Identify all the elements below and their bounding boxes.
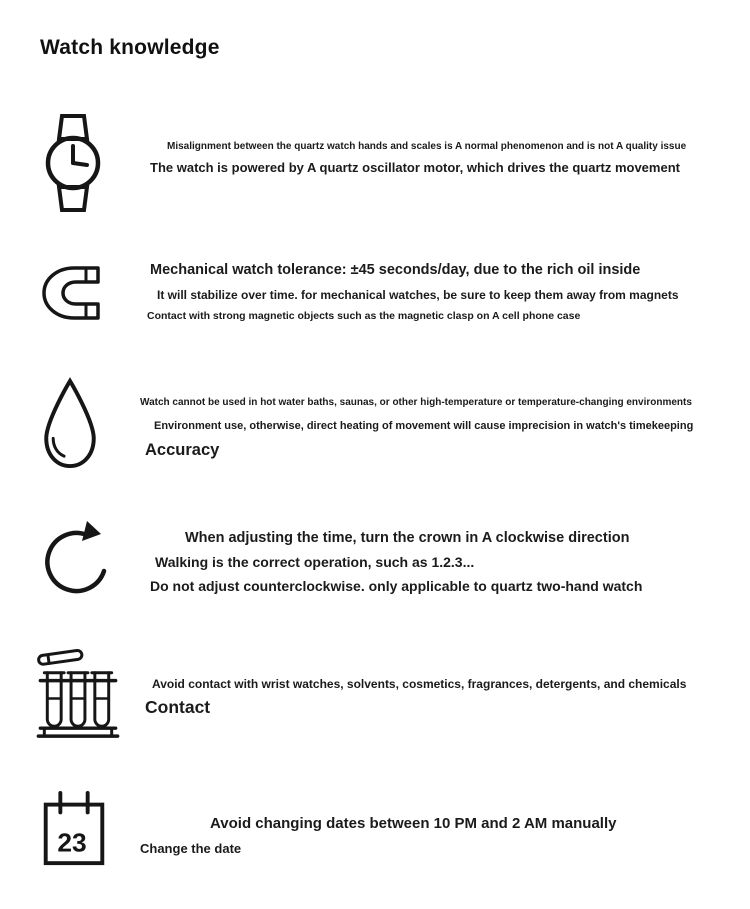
text-line: Walking is the correct operation, such as 1.2.3... [155,554,475,570]
text-line: Contact with strong magnetic objects such as the magnetic clasp on A cell phone case [147,310,581,322]
text-line: When adjusting the time, turn the crown in A clockwise direction [185,530,630,546]
magnet-icon [40,264,102,322]
text-line: Mechanical watch tolerance: ±45 seconds/day, due to the rich oil inside [150,262,641,278]
text-line: Do not adjust counterclockwise. only applicable to quartz two-hand watch [150,578,643,594]
text-line: Misalignment between the quartz watch hands and scales is A normal phenomenon and is not A quality issue [167,141,687,152]
test-tubes-icon [36,643,120,746]
text-line: Change the date [140,841,242,856]
text-line: Avoid contact with wrist watches, solvents, cosmetics, fragrances, detergents, and chemicals [152,677,687,691]
text-line: The watch is powered by A quartz oscillator motor, which drives the quartz movement [150,160,680,175]
text-line: Avoid changing dates between 10 PM and 2 AM manually [210,815,617,832]
page-title: Watch knowledge [40,36,220,59]
clockwise-arrow-icon [40,521,116,597]
wristwatch-icon [42,112,104,212]
section-heading: Accuracy [145,441,220,459]
text-line: It will stabilize over time. for mechanical watches, be sure to keep them away from magnets [157,288,679,302]
water-drop-icon [40,377,100,472]
text-line: Environment use, otherwise, direct heating of movement will cause imprecision in watch's timekeeping [154,420,694,432]
section-heading: Contact [145,697,211,717]
calendar-day-number: 23 [57,827,87,858]
text-line: Watch cannot be used in hot water baths, saunas, or other high-temperature or temperature-changing environments [140,397,692,408]
calendar-icon [40,789,108,869]
